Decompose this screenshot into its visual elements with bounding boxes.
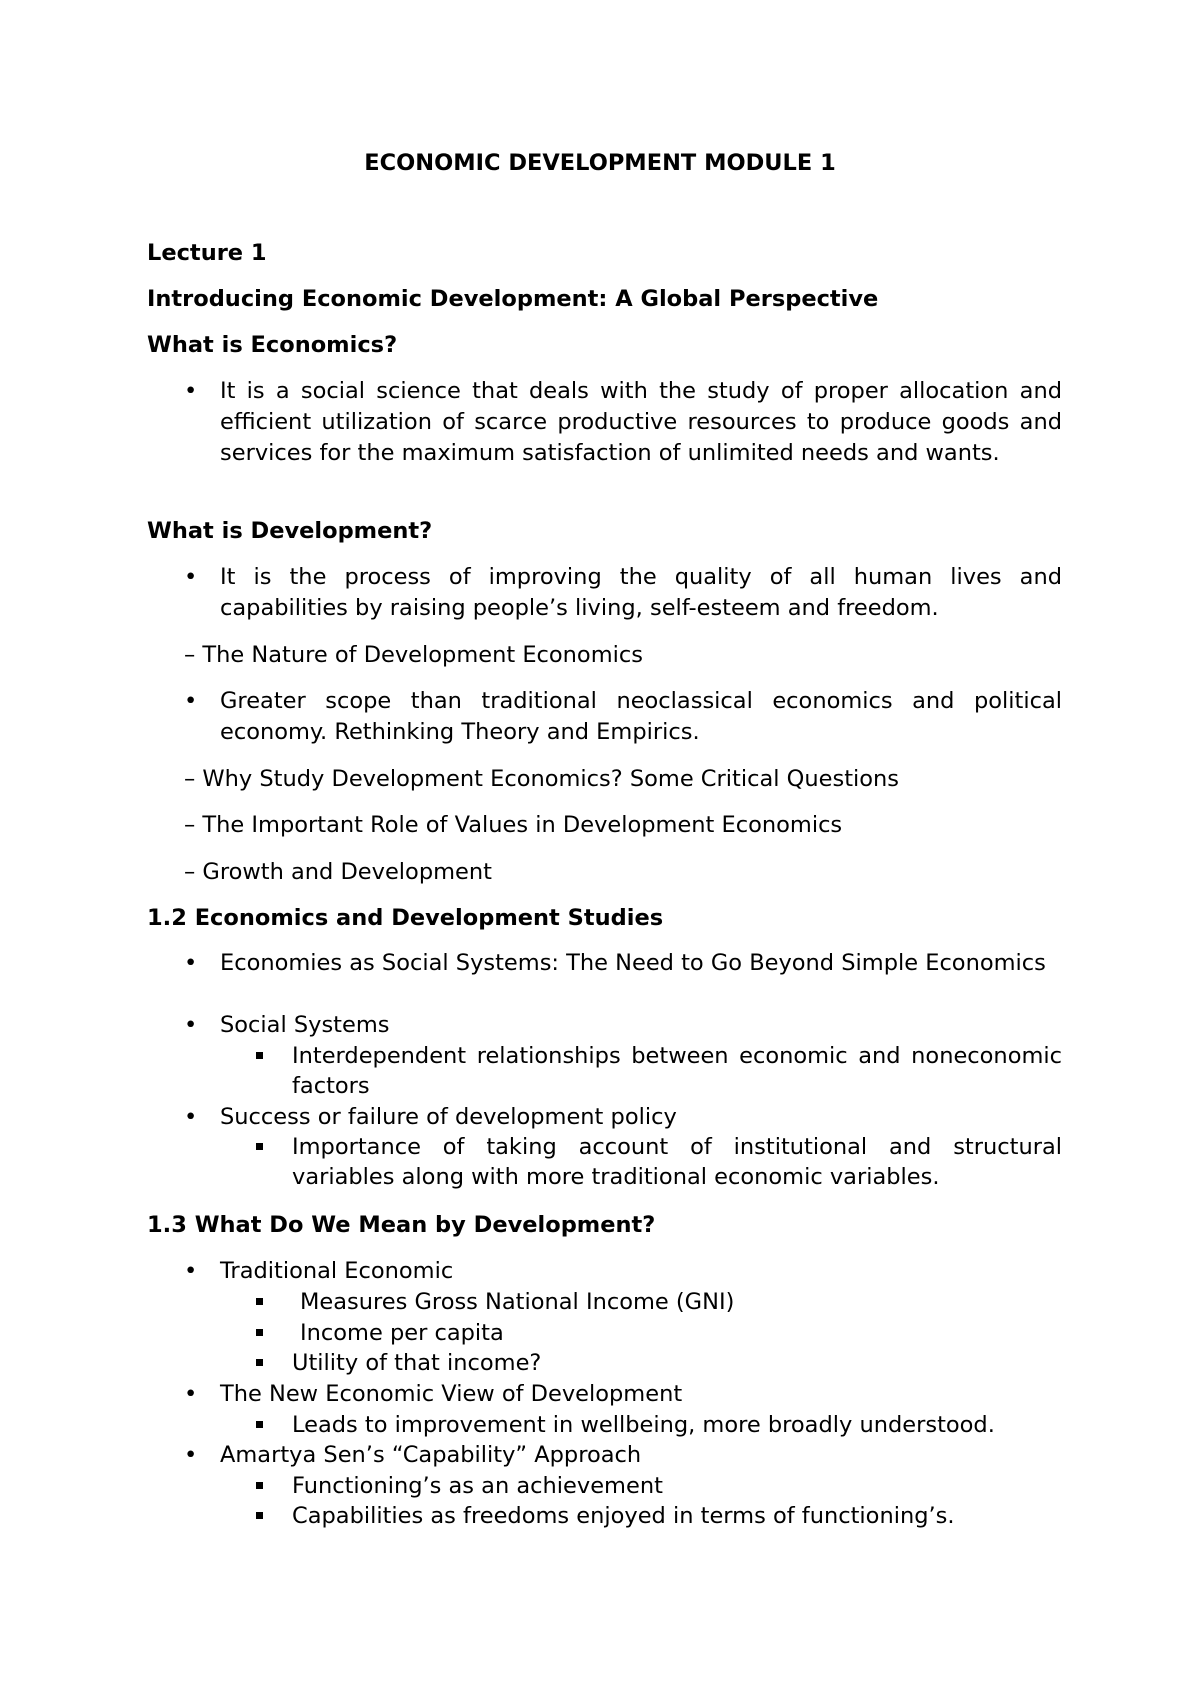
section-1-2-heading: 1.2 Economics and Development Studies: [147, 905, 664, 931]
sub-list-item: [256, 1348, 1086, 1378]
what-is-economics-heading: What is Economics?: [147, 332, 398, 358]
sub-item-text: Leads to improvement in wellbeing, more broadly understood.: [292, 1412, 995, 1438]
square-bullet-icon: [256, 1298, 263, 1305]
bullet-text: Amartya Sen’s “Capability” Approach: [220, 1442, 642, 1468]
sub-list-item: [256, 1287, 1086, 1317]
sub-item-text: Income per capita: [300, 1320, 504, 1346]
bullet-text: The New Economic View of Development: [220, 1381, 683, 1407]
square-bullet-icon: [256, 1143, 263, 1150]
list-item: [184, 1379, 1084, 1410]
sub-list-item: [256, 1410, 1086, 1440]
list-item: [184, 376, 1084, 469]
square-bullet-icon: [256, 1512, 263, 1519]
bullet-icon: •: [184, 564, 198, 590]
nature-bullet: Greater scope than traditional neoclassical economics and political economy. Rethinking Theory and Empirics.: [220, 688, 1062, 745]
list-item: [184, 948, 1084, 979]
development-definition: It is the process of improving the quality of all human lives and capabilities by raising people’s living, self-esteem and freedom.: [220, 564, 1062, 621]
dash-line: – The Important Role of Values in Development Economics: [184, 812, 843, 838]
lecture-heading: Lecture 1: [147, 240, 267, 266]
square-bullet-icon: [256, 1421, 263, 1428]
list-item: [184, 1102, 1084, 1133]
bullet-text: Success or failure of development policy: [220, 1104, 677, 1130]
sub-item-text: Measures Gross National Income (GNI): [300, 1289, 735, 1315]
sub-item-text: Functioning’s as an achievement: [292, 1473, 663, 1499]
bullet-text: Economies as Social Systems: The Need to Go Beyond Simple Economics: [220, 950, 1046, 976]
list-item: [184, 562, 1084, 624]
bullet-icon: •: [184, 1104, 198, 1130]
what-is-development-heading: What is Development?: [147, 518, 433, 544]
square-bullet-icon: [256, 1359, 263, 1366]
bullet-icon: •: [184, 378, 198, 404]
bullet-icon: •: [184, 950, 198, 976]
list-item: [184, 1440, 1084, 1471]
square-bullet-icon: [256, 1329, 263, 1336]
bullet-text: Social Systems: [220, 1012, 390, 1038]
list-item: [184, 1256, 1084, 1287]
sub-item-text: Capabilities as freedoms enjoyed in terms of functioning’s.: [292, 1503, 955, 1529]
sub-item-text: Utility of that income?: [292, 1350, 542, 1376]
nature-line: – The Nature of Development Economics: [184, 642, 643, 668]
square-bullet-icon: [256, 1052, 263, 1059]
bullet-icon: •: [184, 688, 198, 714]
dash-line: – Why Study Development Economics? Some Critical Questions: [184, 766, 900, 792]
list-item: [184, 1010, 1084, 1041]
bullet-icon: •: [184, 1258, 198, 1284]
intro-heading: Introducing Economic Development: A Global Perspective: [147, 286, 879, 312]
bullet-icon: •: [184, 1381, 198, 1407]
bullet-text: Traditional Economic: [220, 1258, 454, 1284]
sub-list-item: [256, 1041, 1086, 1101]
economics-definition: It is a social science that deals with the study of proper allocation and efficient utilization of scarce productive resources to produce goods and services for the maximum satisfaction of unlimited needs and wants.: [220, 378, 1062, 466]
sub-list-item: [256, 1318, 1086, 1348]
list-item: [184, 686, 1084, 748]
sub-list-item: [256, 1501, 1086, 1531]
document-title: ECONOMIC DEVELOPMENT MODULE 1: [364, 150, 836, 176]
section-1-3-heading: 1.3 What Do We Mean by Development?: [147, 1212, 656, 1238]
dash-line: – Growth and Development: [184, 859, 492, 885]
sub-list-item: [256, 1471, 1086, 1501]
sub-item-text: Importance of taking account of institutional and structural variables along with more traditional economic variables.: [292, 1134, 1062, 1190]
bullet-icon: •: [184, 1442, 198, 1468]
sub-list-item: [256, 1132, 1086, 1192]
sub-item-text: Interdependent relationships between economic and noneconomic factors: [292, 1043, 1062, 1099]
bullet-icon: •: [184, 1012, 198, 1038]
square-bullet-icon: [256, 1482, 263, 1489]
